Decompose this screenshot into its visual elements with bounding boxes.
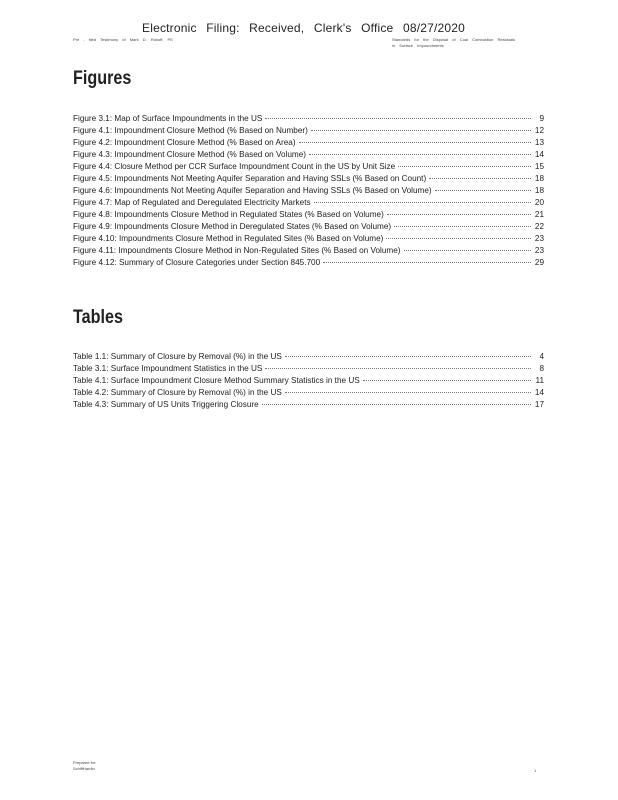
dot-leader <box>394 226 531 227</box>
figure-toc-entry[interactable] <box>73 197 544 209</box>
dot-leader <box>285 392 531 393</box>
figure-toc-entry-label[interactable]: Figure 4.7: Map of Regulated and Deregulated Electricity Markets <box>73 198 311 207</box>
figure-toc-entry-page[interactable]: 29 <box>534 258 544 267</box>
table-toc-entry[interactable] <box>73 351 544 363</box>
figure-toc-entry-page[interactable]: 20 <box>534 198 544 207</box>
figure-toc-entry-label[interactable]: Figure 4.6: Impoundments Not Meeting Aquifer Separation and Having SSLs (% Based on Volume) <box>73 186 432 195</box>
dot-leader <box>386 238 531 239</box>
figure-toc-entry-label[interactable]: Figure 4.11: Impoundments Closure Method in Non-Regulated Sites (% Based on Volume) <box>73 246 401 255</box>
figure-toc-entry-label[interactable]: Figure 4.5: Impoundments Not Meeting Aquifer Separation and Having SSLs (% Based on Count) <box>73 174 427 183</box>
dot-leader <box>299 142 531 143</box>
figure-toc-entry-page[interactable]: 15 <box>534 162 544 171</box>
table-toc-entry[interactable] <box>73 387 544 399</box>
prepared-for-label: Prepared for: <box>73 760 97 765</box>
figure-toc-entry-page[interactable]: 13 <box>534 138 544 147</box>
dot-leader <box>435 190 531 191</box>
figure-toc-entry-label[interactable]: Figure 4.2: Impoundment Closure Method (% Based on Area) <box>73 138 296 147</box>
figure-toc-entry-label[interactable]: Figure 4.12: Summary of Closure Categories under Section 845.700 <box>73 258 321 267</box>
figure-toc-entry[interactable] <box>73 125 544 137</box>
figure-toc-entry-label[interactable]: Figure 4.4: Closure Method per CCR Surface Impoundment Count in the US by Unit Size <box>73 162 396 171</box>
table-toc-entry-label[interactable]: Table 4.1: Surface Impoundment Closure Method Summary Statistics in the US <box>73 376 360 385</box>
table-toc-entry-label[interactable]: Table 3.1: Surface Impoundment Statistics in the US <box>73 364 263 373</box>
figure-toc-entry-label[interactable]: Figure 3.1: Map of Surface Impoundments in the US <box>73 114 263 123</box>
table-toc-entry[interactable] <box>73 375 544 387</box>
figure-toc-entry[interactable] <box>73 245 544 257</box>
figure-toc-entry[interactable] <box>73 137 544 149</box>
table-toc-entry-label[interactable]: Table 4.2: Summary of Closure by Removal (%) in the US <box>73 388 282 397</box>
figure-toc-entry-page[interactable]: 23 <box>534 246 544 255</box>
figure-toc-entry[interactable] <box>73 113 544 125</box>
dot-leader <box>398 166 531 167</box>
filing-stamp: Electronic Filing: Received, Clerk's Office 08/27/2020 <box>142 21 466 35</box>
figure-toc-entry-page[interactable]: 18 <box>534 186 544 195</box>
table-toc-entry[interactable] <box>73 399 544 411</box>
tables-heading: Tables <box>73 307 123 328</box>
figure-toc-entry-label[interactable]: Figure 4.8: Impoundments Closure Method in Regulated States (% Based on Volume) <box>73 210 384 219</box>
figure-toc-entry-page[interactable]: 12 <box>534 126 544 135</box>
dot-leader <box>262 404 531 405</box>
dot-leader <box>429 178 531 179</box>
dot-leader <box>387 214 531 215</box>
figure-toc-entry[interactable] <box>73 173 544 185</box>
table-toc-entry-page[interactable]: 4 <box>539 352 544 361</box>
figure-toc-entry[interactable] <box>73 209 544 221</box>
figure-toc-entry-page[interactable]: 22 <box>534 222 544 231</box>
page-number: 1 <box>534 768 537 773</box>
dot-leader <box>285 356 531 357</box>
dot-leader <box>323 262 531 263</box>
header-left-text: Pre - filed Testimony of Mark D. Rokoff, PE <box>73 37 173 42</box>
dot-leader <box>311 130 531 131</box>
figure-toc-entry[interactable] <box>73 185 544 197</box>
figures-heading: Figures <box>73 68 132 89</box>
dot-leader <box>265 368 531 369</box>
client-name: SchiffHardin <box>73 766 95 771</box>
figure-toc-entry[interactable] <box>73 221 544 233</box>
table-toc-entry-page[interactable]: 8 <box>539 364 544 373</box>
figure-toc-entry-page[interactable]: 9 <box>539 114 544 123</box>
figure-toc-entry-label[interactable]: Figure 4.9: Impoundments Closure Method in Deregulated States (% Based on Volume) <box>73 222 392 231</box>
dot-leader <box>363 380 531 381</box>
figure-toc-entry-page[interactable]: 18 <box>534 174 544 183</box>
dot-leader <box>265 118 531 119</box>
figure-toc-entry-page[interactable]: 14 <box>534 150 544 159</box>
figure-toc-entry[interactable] <box>73 161 544 173</box>
figure-toc-entry[interactable] <box>73 149 544 161</box>
dot-leader <box>404 250 531 251</box>
tables-list <box>73 351 544 411</box>
figure-toc-entry[interactable] <box>73 233 544 245</box>
table-toc-entry-page[interactable]: 11 <box>535 376 544 385</box>
table-toc-entry-label[interactable]: Table 4.3: Summary of US Units Triggering Closure <box>73 400 259 409</box>
figure-toc-entry-page[interactable]: 23 <box>534 234 544 243</box>
figure-toc-entry-label[interactable]: Figure 4.10: Impoundments Closure Method in Regulated Sites (% Based on Volume) <box>73 234 384 243</box>
figure-toc-entry-page[interactable]: 21 <box>534 210 544 219</box>
figure-toc-entry[interactable] <box>73 257 544 269</box>
figure-toc-entry-label[interactable]: Figure 4.3: Impoundment Closure Method (% Based on Volume) <box>73 150 307 159</box>
figures-list <box>73 113 544 269</box>
table-toc-entry-page[interactable]: 14 <box>534 388 544 397</box>
dot-leader <box>314 202 531 203</box>
table-toc-entry[interactable] <box>73 363 544 375</box>
footer-prepared-for <box>73 760 96 772</box>
header-right-text: Standards for the Disposal of Coal Combustion Residuals in Surface Impoundments <box>392 37 516 48</box>
table-toc-entry-page[interactable]: 17 <box>534 400 544 409</box>
dot-leader <box>309 154 531 155</box>
figure-toc-entry-label[interactable]: Figure 4.1: Impoundment Closure Method (% Based on Number) <box>73 126 308 135</box>
table-toc-entry-label[interactable]: Table 1.1: Summary of Closure by Removal (%) in the US <box>73 352 282 361</box>
